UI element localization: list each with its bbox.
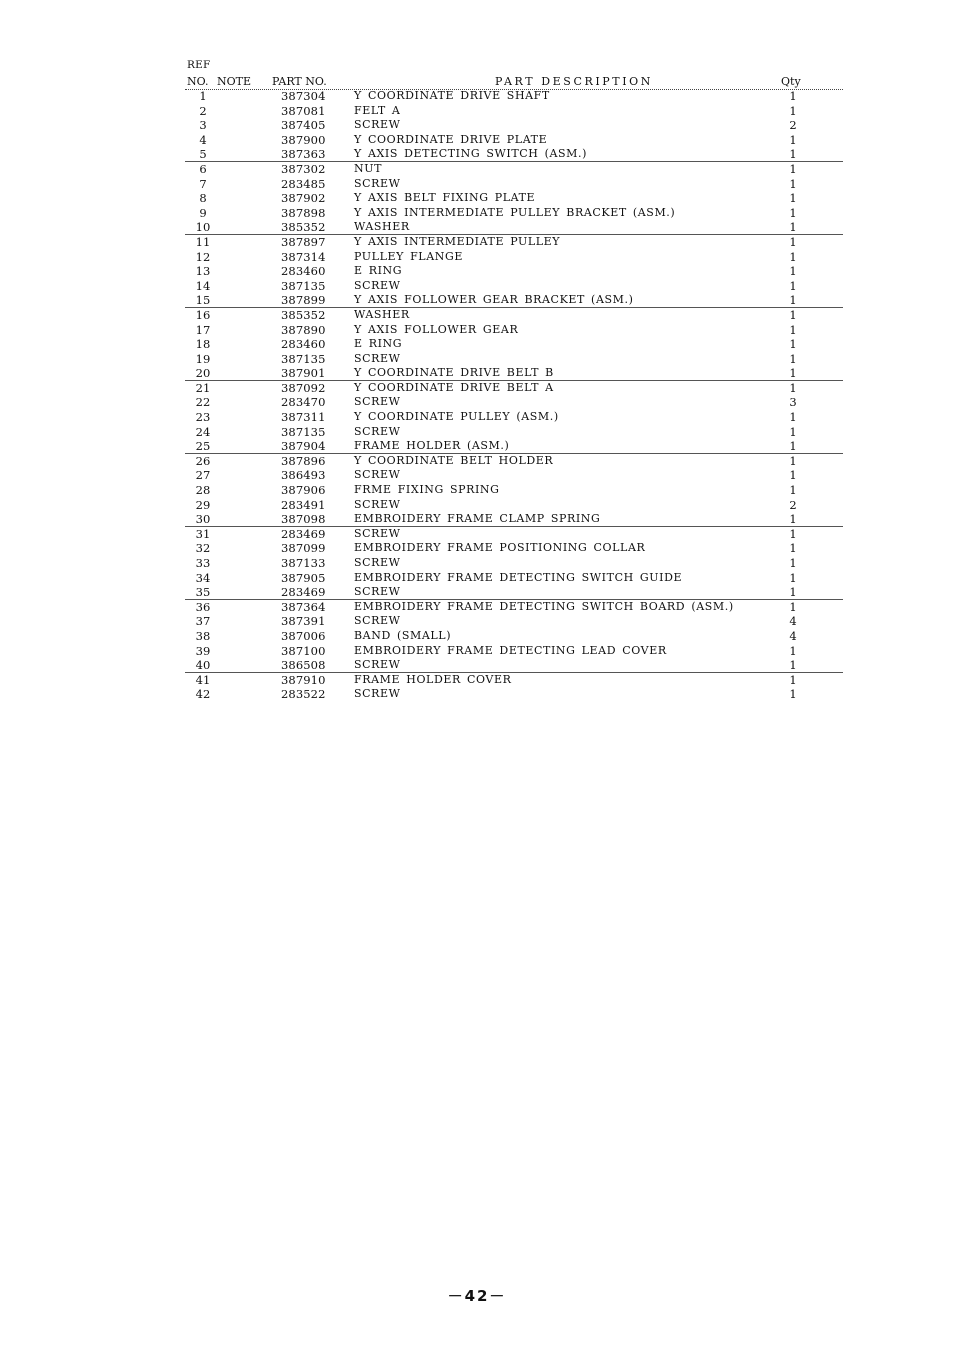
part-no-cell: 387100 [281,643,326,658]
part-no-cell: 385352 [281,307,326,322]
description-cell: Y COORDINATE PULLEY (ASM.) [354,410,559,424]
description-cell: BAND (SMALL) [354,628,452,642]
table-row [185,658,843,673]
table-row [185,206,843,221]
description-cell: SCREW [354,424,401,438]
ref-no-cell: 11 [195,234,211,249]
qty-cell: 1 [789,191,797,206]
part-no-cell: 387906 [281,483,326,498]
qty-cell: 1 [789,249,797,264]
part-no-cell: 283470 [281,395,326,410]
description-cell: SCREW [354,526,401,540]
table-row [185,220,843,235]
ref-no-cell: 33 [195,556,211,570]
ref-no-cell: 22 [195,395,211,410]
description-cell: EMBROIDERY FRAME CLAMP SPRING [354,512,601,526]
ref-no-cell: 10 [195,220,211,235]
qty-cell: 1 [789,205,797,220]
ref-no-cell: 37 [195,614,211,629]
qty-cell: 1 [789,439,797,454]
ref-no-cell: 36 [195,599,211,614]
page-number: －42－ [447,1287,507,1305]
table-row [185,104,843,119]
part-no-cell: 387897 [281,234,326,249]
qty-cell: 1 [789,585,797,600]
part-no-cell: 387905 [281,570,326,585]
part-no-cell: 387133 [281,556,326,570]
ref-no-cell: 19 [195,351,211,366]
qty-cell: 1 [789,322,797,337]
description-cell: EMBROIDERY FRAME DETECTING LEAD COVER [354,643,667,657]
ref-no-cell: 6 [199,161,207,176]
table-row [185,191,843,206]
qty-cell: 1 [789,176,797,191]
part-no-cell: 387405 [281,118,326,133]
table-row [185,541,843,556]
ref-no-cell: 38 [195,628,211,643]
part-no-cell: 387135 [281,351,326,366]
table-row [185,177,843,192]
qty-cell: 1 [789,483,797,498]
description-cell: Y COORDINATE BELT HOLDER [354,453,554,467]
part-no-cell: 386493 [281,468,326,483]
qty-cell: 1 [789,234,797,249]
description-cell: EMBROIDERY FRAME DETECTING SWITCH GUIDE [354,570,683,584]
ref-no-cell: 30 [195,512,211,527]
description-cell: Y COORDINATE DRIVE BELT A [354,380,554,394]
qty-cell: 1 [789,599,797,614]
description-cell: EMBROIDERY FRAME DETECTING SWITCH BOARD (ASM.) [354,599,734,613]
qty-cell: 1 [789,687,797,702]
part-no-cell: 387901 [281,366,326,381]
ref-no-cell: 9 [199,205,207,220]
ref-no-cell: 35 [195,585,211,600]
description-cell: Y AXIS FOLLOWER GEAR [354,322,519,336]
part-no-cell: 283522 [281,687,326,702]
part-no-cell: 387902 [281,191,326,206]
table-row [185,556,843,571]
ref-no-cell: 25 [195,439,211,454]
ref-no-cell: 27 [195,468,211,483]
description-cell: Y COORDINATE DRIVE SHAFT [354,89,550,102]
table-row [185,614,843,629]
qty-cell: 1 [789,161,797,176]
table-row [185,308,843,323]
description-cell: PULLEY FLANGE [354,249,463,263]
qty-cell: 1 [789,351,797,366]
table-row [185,425,843,440]
ref-no-cell: 4 [199,132,207,147]
table-row [185,89,843,104]
qty-cell: 2 [789,497,797,512]
ref-no-cell: 17 [195,322,211,337]
header-part-no: PART NO. [272,75,327,88]
description-cell: Y COORDINATE DRIVE PLATE [354,132,548,146]
ref-no-cell: 21 [195,380,211,395]
part-no-cell: 386508 [281,658,326,673]
part-no-cell: 283469 [281,526,326,541]
table-row [185,118,843,133]
table-row [185,439,843,454]
description-cell: E RING [354,337,403,351]
table-row [185,323,843,338]
description-cell: EMBROIDERY FRAME POSITIONING COLLAR [354,541,646,555]
table-row [185,527,843,542]
ref-no-cell: 8 [199,191,207,206]
qty-cell: 1 [789,512,797,527]
part-no-cell: 387904 [281,439,326,454]
qty-cell: 1 [789,264,797,279]
part-no-cell: 387391 [281,614,326,629]
description-cell: E RING [354,264,403,278]
description-cell: SCREW [354,658,401,672]
qty-cell: 1 [789,410,797,425]
part-no-cell: 387098 [281,512,326,527]
description-cell: FRAME HOLDER COVER [354,672,512,686]
ref-no-cell: 26 [195,453,211,468]
header-qty: Qty [781,75,801,88]
ref-no-cell: 28 [195,483,211,498]
table-row [185,293,843,308]
description-cell: SCREW [354,118,401,132]
part-no-cell: 283469 [281,585,326,600]
description-cell: SCREW [354,395,401,409]
ref-no-cell: 41 [195,672,211,687]
qty-cell: 1 [789,103,797,118]
qty-cell: 1 [789,526,797,541]
description-cell: Y AXIS INTERMEDIATE PULLEY [354,234,561,248]
table-row [185,512,843,527]
table-row [185,381,843,396]
ref-no-cell: 32 [195,541,211,556]
header-description: PART DESCRIPTION [495,75,654,88]
part-no-cell: 283460 [281,264,326,279]
table-body [185,89,843,702]
qty-cell: 1 [789,380,797,395]
table-row [185,337,843,352]
ref-no-cell: 40 [195,658,211,673]
part-no-cell: 387135 [281,424,326,439]
description-cell: SCREW [354,687,401,701]
description-cell: SCREW [354,278,401,292]
ref-no-cell: 18 [195,337,211,352]
description-cell: SCREW [354,556,401,569]
qty-cell: 1 [789,293,797,308]
ref-no-cell: 16 [195,307,211,322]
table-row [185,629,843,644]
table-row [185,410,843,425]
part-no-cell: 387304 [281,89,326,103]
ref-no-cell: 3 [199,118,207,133]
qty-cell: 1 [789,556,797,570]
ref-no-cell: 29 [195,497,211,512]
table-row [185,366,843,381]
ref-no-cell: 5 [199,147,207,162]
header-no: NO. [187,75,209,88]
table-row [185,454,843,469]
qty-cell: 4 [789,614,797,629]
ref-no-cell: 15 [195,293,211,308]
qty-cell: 1 [789,132,797,147]
description-cell: Y AXIS DETECTING SWITCH (ASM.) [354,147,587,161]
ref-no-cell: 39 [195,643,211,658]
qty-cell: 1 [789,307,797,322]
part-no-cell: 385352 [281,220,326,235]
table-row [185,498,843,513]
ref-no-cell: 12 [195,249,211,264]
table-row [185,687,843,702]
header-ref: REF [187,59,211,71]
table-row [185,133,843,148]
qty-cell: 1 [789,468,797,483]
part-no-cell: 387302 [281,161,326,176]
description-cell: Y AXIS BELT FIXING PLATE [354,191,536,205]
table-row [185,585,843,600]
part-no-cell: 387898 [281,205,326,220]
table-row [185,644,843,659]
qty-cell: 1 [789,643,797,658]
ref-no-cell: 7 [199,176,207,191]
table-row [185,673,843,688]
ref-no-cell: 31 [195,526,211,541]
qty-cell: 1 [789,278,797,293]
table-row [185,468,843,483]
description-cell: FRAME HOLDER (ASM.) [354,439,510,453]
part-no-cell: 283460 [281,337,326,352]
description-cell: Y COORDINATE DRIVE BELT B [354,366,554,380]
table-row [185,264,843,279]
qty-cell: 1 [789,541,797,556]
part-no-cell: 387135 [281,278,326,293]
description-cell: Y AXIS FOLLOWER GEAR BRACKET (ASM.) [354,293,634,307]
part-no-cell: 387081 [281,103,326,118]
qty-cell: 1 [789,147,797,162]
description-cell: SCREW [354,614,401,628]
table-row [185,279,843,294]
qty-cell: 1 [789,366,797,381]
qty-cell: 2 [789,118,797,133]
table-row [185,483,843,498]
description-cell: SCREW [354,176,401,190]
description-cell: Y AXIS INTERMEDIATE PULLEY BRACKET (ASM.) [354,205,676,219]
ref-no-cell: 14 [195,278,211,293]
part-no-cell: 387910 [281,672,326,687]
qty-cell: 1 [789,337,797,352]
part-no-cell: 387099 [281,541,326,556]
part-no-cell: 387896 [281,453,326,468]
description-cell: SCREW [354,468,401,482]
description-cell: FRME FIXING SPRING [354,483,500,497]
table-row [185,235,843,250]
part-no-cell: 283485 [281,176,326,191]
ref-no-cell: 23 [195,410,211,425]
description-cell: FELT A [354,103,401,117]
qty-cell: 1 [789,672,797,687]
part-no-cell: 387311 [281,410,326,425]
part-no-cell: 387900 [281,132,326,147]
table-row [185,147,843,162]
qty-cell: 1 [789,570,797,585]
description-cell: SCREW [354,585,401,599]
part-no-cell: 387092 [281,380,326,395]
qty-cell: 1 [789,220,797,235]
table-row [185,352,843,367]
part-no-cell: 387006 [281,628,326,643]
table-row [185,162,843,177]
table-row [185,395,843,410]
header-note: NOTE [217,75,252,88]
part-no-cell: 387363 [281,147,326,162]
ref-no-cell: 42 [195,687,211,702]
ref-no-cell: 34 [195,570,211,585]
ref-no-cell: 13 [195,264,211,279]
description-cell: WASHER [354,220,410,234]
qty-cell: 4 [789,628,797,643]
ref-no-cell: 2 [199,103,207,118]
description-cell: WASHER [354,307,410,321]
ref-no-cell: 1 [199,89,207,103]
description-cell: SCREW [354,497,401,511]
description-cell: NUT [354,161,383,175]
part-no-cell: 283491 [281,497,326,512]
table-row [185,250,843,265]
part-no-cell: 387890 [281,322,326,337]
part-no-cell: 387314 [281,249,326,264]
qty-cell: 1 [789,658,797,673]
part-no-cell: 387899 [281,293,326,308]
ref-no-cell: 20 [195,366,211,381]
table-row [185,571,843,586]
ref-no-cell: 24 [195,424,211,439]
part-no-cell: 387364 [281,599,326,614]
qty-cell: 1 [789,453,797,468]
table-row [185,600,843,615]
qty-cell: 3 [789,395,797,410]
qty-cell: 1 [789,89,797,103]
qty-cell: 1 [789,424,797,439]
table-header [185,74,843,90]
description-cell: SCREW [354,351,401,365]
